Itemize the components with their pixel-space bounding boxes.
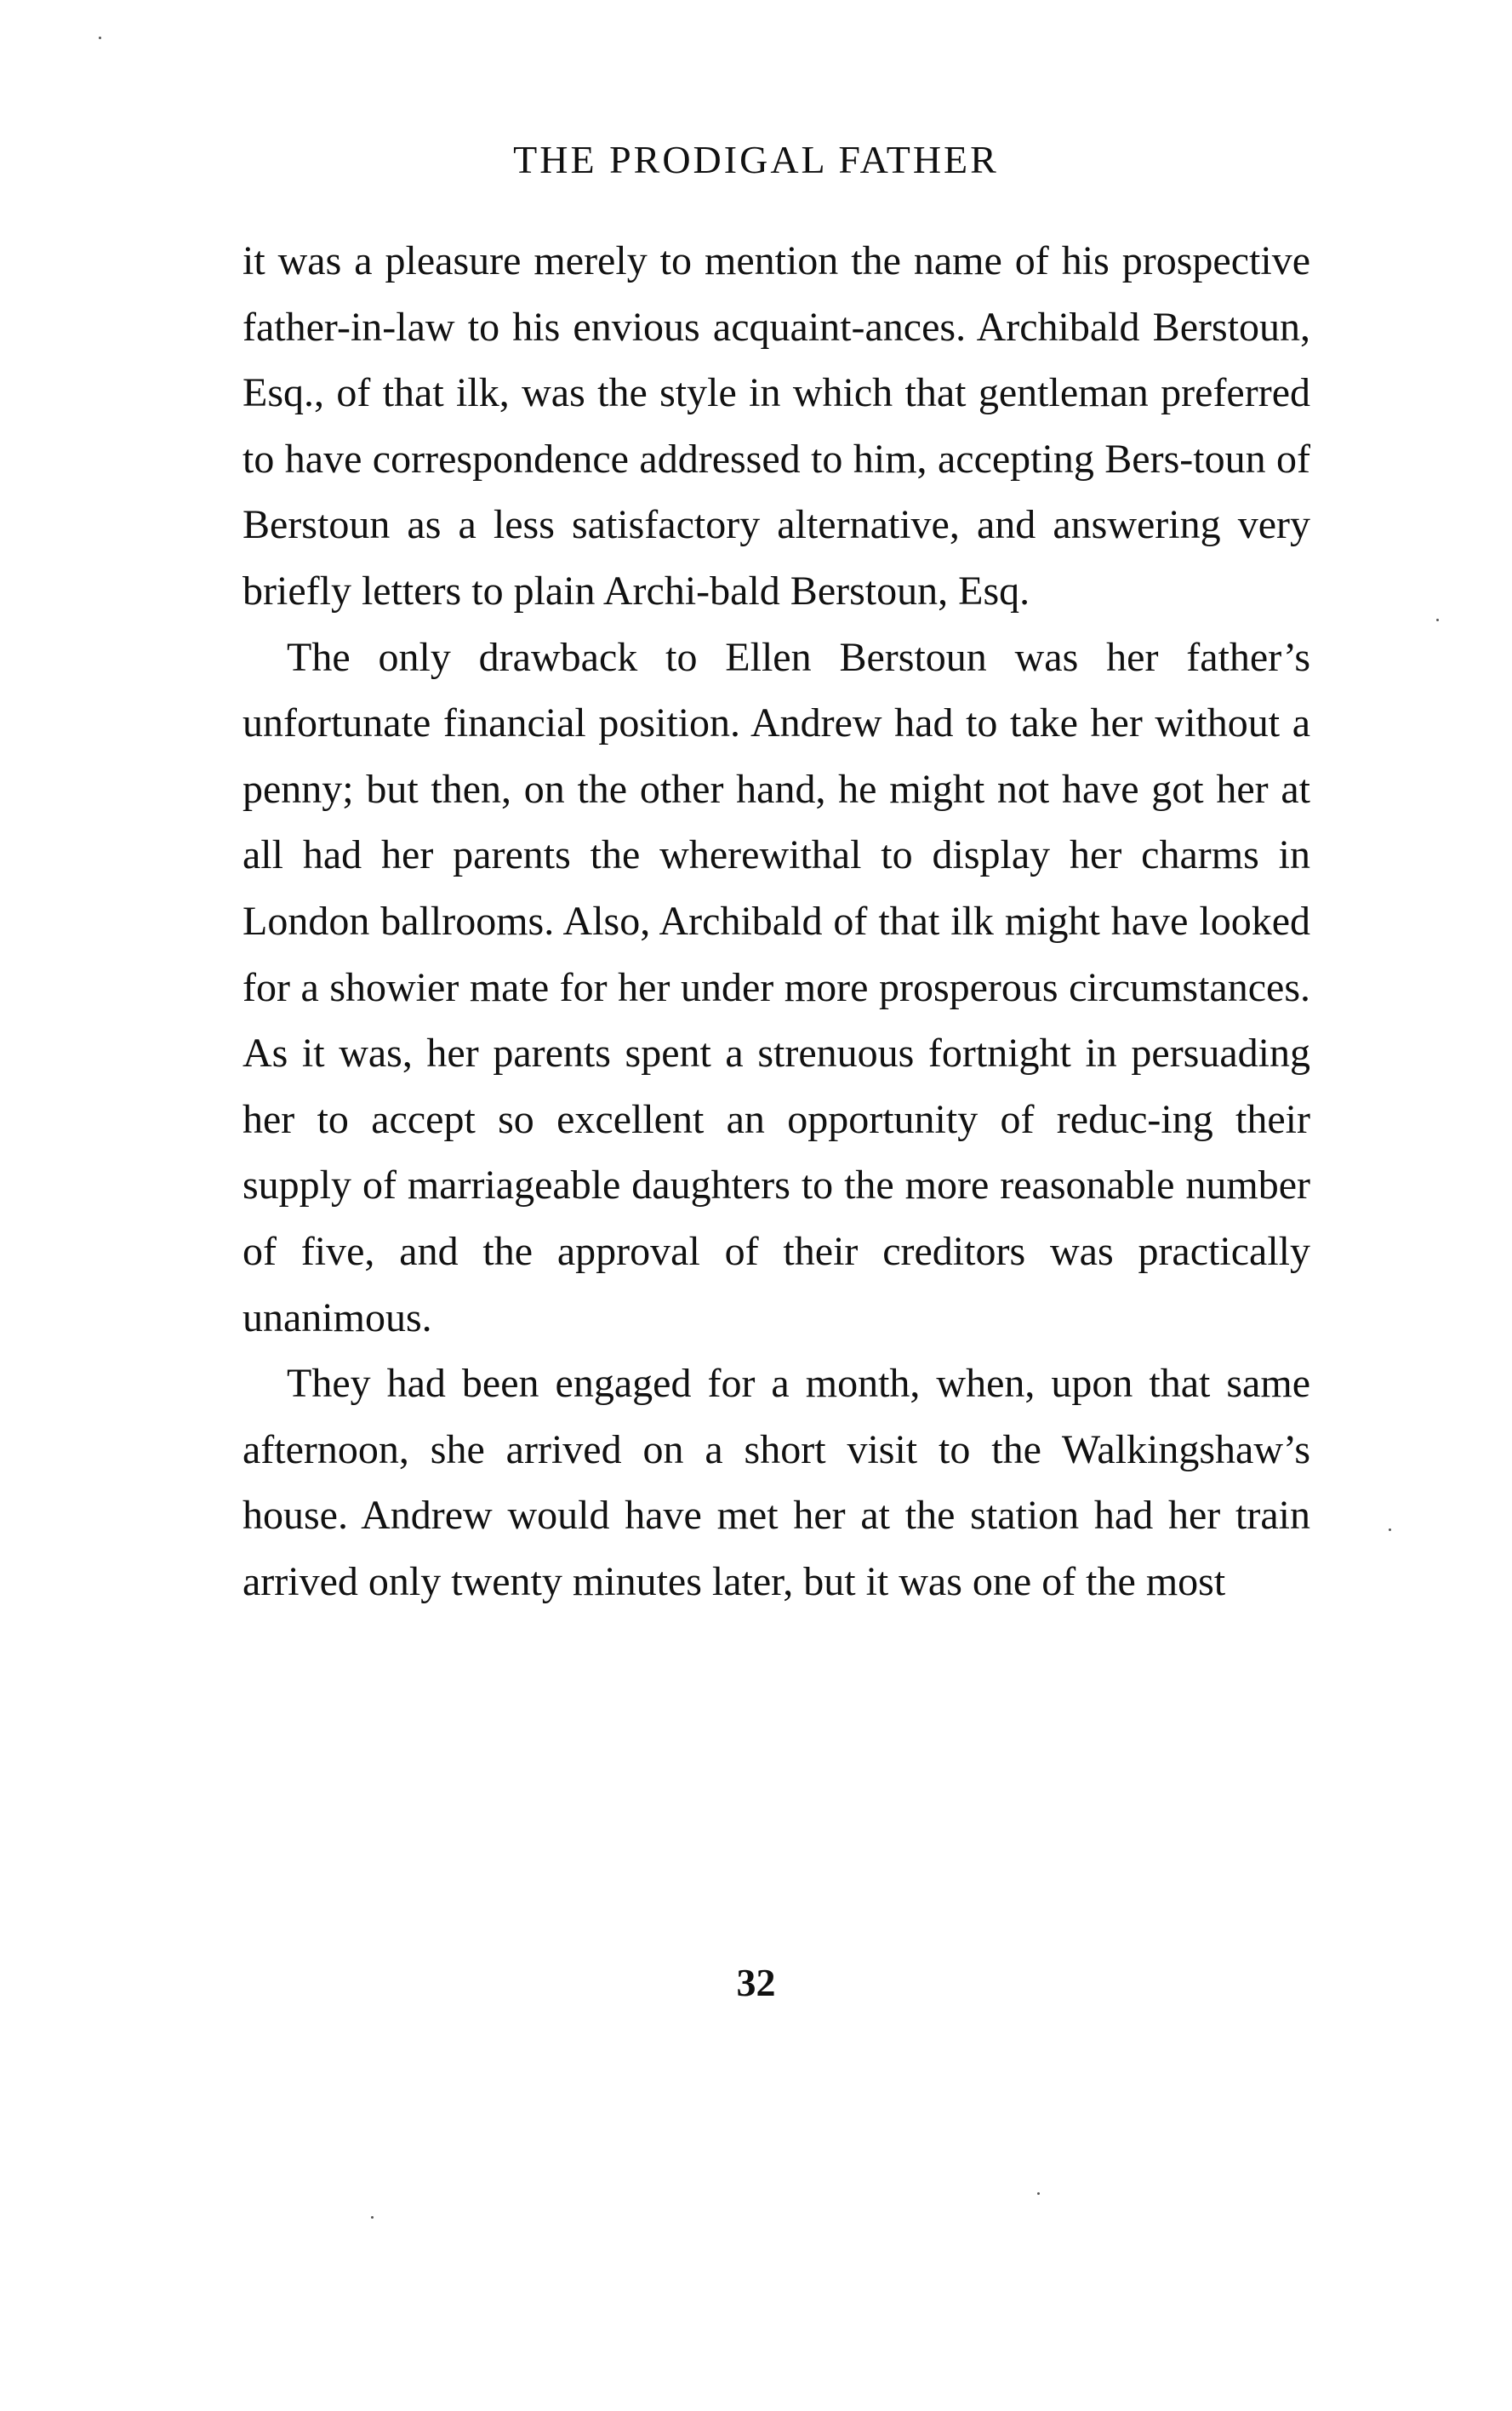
page-number: 32 <box>736 1961 776 2004</box>
paragraph-2: The only drawback to Ellen Berstoun was her father’s unfortunate financial position. Andrew had to take her without a penny; but then, on the other hand, he might not have got her at all had her parents the wherewithal to display her charms in London ballrooms. Also, Archibald of that ilk might have looked for a showier mate for her under more prosperous circumstances. As it was, her parents spent a strenuous fortnight in persuading her to accept so excellent an opportunity of reduc-ing their supply of marriageable daughters to the more reasonable number of five, and the approval of their creditors was practically unanimous. <box>242 634 1310 1340</box>
paper-speck <box>371 2216 374 2219</box>
paragraph-3: They had been engaged for a month, when, upon that same afternoon, she arrived on a short visit to the Walkingshaw’s house. Andrew would have met her at the station had her train arrived only twenty minutes later, but it was one of the most <box>242 1361 1310 1604</box>
paragraph-1: it was a pleasure merely to mention the name of his prospective father-in-law to his envious acquaint-ances. Archibald Berstoun, Esq., of that ilk, was the style in which that gentleman preferred to have correspondence addressed to him, accepting Bers-toun of Berstoun as a less satisfactory alternative, and answering very briefly letters to plain Archi-bald Berstoun, Esq. <box>242 238 1310 614</box>
running-head: THE PRODIGAL FATHER <box>513 138 999 181</box>
paper-speck <box>1389 1528 1391 1531</box>
body-text <box>242 228 1310 1614</box>
paper-speck <box>1436 619 1439 621</box>
paper-speck <box>99 37 101 39</box>
paper-speck <box>1037 2192 1040 2195</box>
